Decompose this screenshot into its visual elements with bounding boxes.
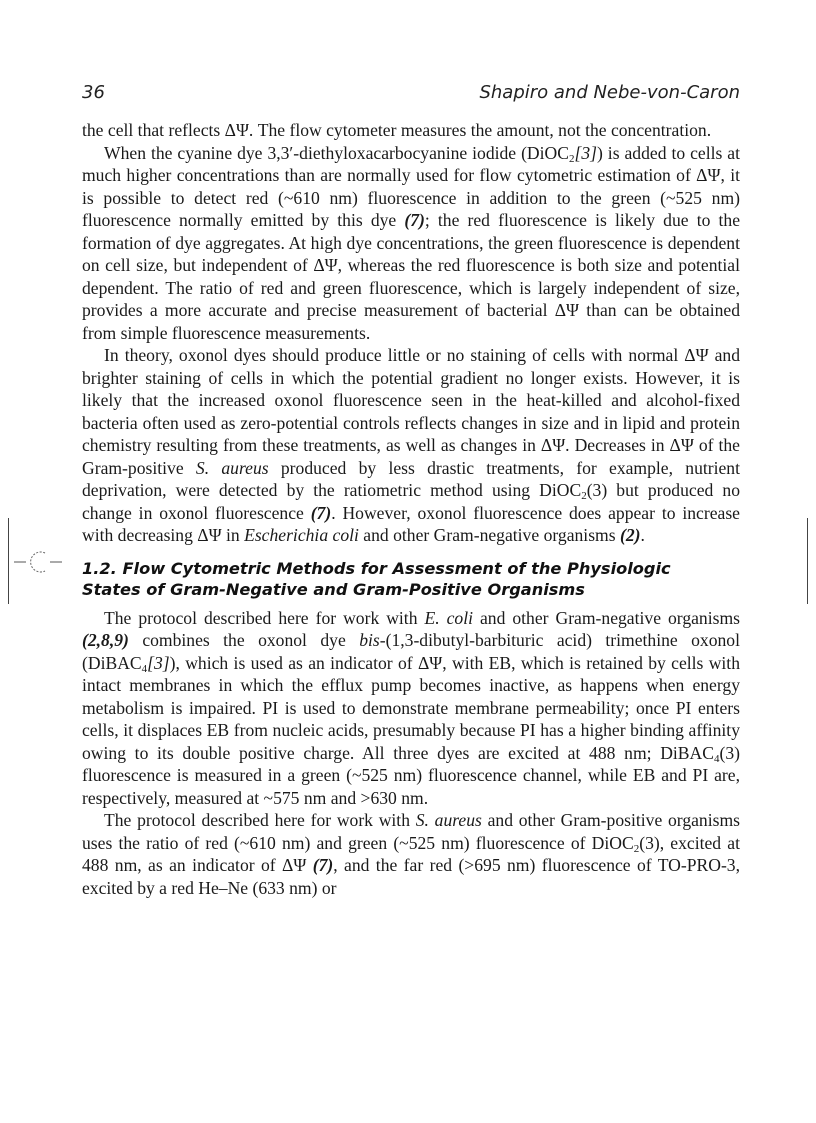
crop-mark-left <box>8 518 9 604</box>
registration-mark-icon <box>12 548 64 576</box>
running-head: Shapiro and Nebe-von-Caron <box>479 82 740 103</box>
paragraph-2: When the cyanine dye 3,3′-diethyloxacarbocyanine iodide (DiOC$_2$[3]) is added to cells at much higher concentrations than are normally used for flow cytometric estimation of ΔΨ, it is possible to detect red (~610 nm) fluorescence in addition to the green (~525 nm) fluorescence normally emitted by this dye (7); the red fluorescence is likely due to the formation of dye aggregates. At high dye concentrations, the green fluorescence is dependent on cell size, but independent of ΔΨ, whereas the red fluorescence is both size and potential dependent. The ratio of red and green fluorescence, which is largely independent of size, provides a more accurate and precise measurement of bacterial ΔΨ than can be obtained from simple fluorescence measurements. <box>82 142 741 343</box>
page-header <box>82 82 740 106</box>
citation: (7) <box>312 855 334 875</box>
citation: (7) <box>310 502 332 523</box>
paragraph-3: In theory, oxonol dyes should produce little or no staining of cells with normal ΔΨ and brighter staining of cells in which the potential gradient no longer exists. However, it is likely that the increased oxonol fluorescence seen in the heat-killed and alcohol-fixed bacteria often used as zero-potential controls reflects changes in size and in lipid and protein chemistry resulting from these treatments, as well as changes in ΔΨ. Decreases in ΔΨ of the Gram-positive S. aureus produced by less drastic treatments, for example, nutrient deprivation, were detected by the ratiometric method using DiOC$_2$(3) but produced no change in oxonol fluorescence (7). However, oxonol fluorescence does appear to increase with decreasing ΔΨ in Escherichia coli and other Gram-negative organisms (2). <box>82 345 740 545</box>
crop-mark-right <box>807 518 808 604</box>
paragraph-1: the cell that reflects ΔΨ. The flow cytometer measures the amount, not the concentration. <box>82 120 712 140</box>
citation: (7) <box>404 210 425 230</box>
paragraph-4: The protocol described here for work with E. coli and other Gram-negative organisms (2,8,9) combines the oxonol dye bis-(1,3-dibutyl-barbituric acid) trimethine oxonol (DiBAC$_4$[3]), which is used as an indicator of ΔΨ, with EB, which is retained by cells with intact membranes in which the efflux pump becomes inactive, as happens when energy metabolism is impaired. PI is used to demonstrate membrane permeability; once PI enters cells, it displaces EB from nucleic acids, presumably because PI has a higher binding affinity owing to its double positive charge. All three dyes are excited at 488 nm; DiBAC$_4$(3) fluorescence is measured in a green (~525 nm) fluorescence channel, while EB and PI are, respectively, measured at ~575 nm and >630 nm. <box>82 607 740 808</box>
section-heading: 1.2. Flow Cytometric Methods for Assessment of the Physiologic States of Gram-Negative and Gram-Positive Organisms <box>82 558 671 599</box>
body-text <box>82 119 740 899</box>
citation: (2) <box>619 525 641 545</box>
page-number: 36 <box>82 82 105 103</box>
paragraph-5: The protocol described here for work with S. aureus and other Gram-positive organisms uses the ratio of red (~610 nm) and green (~525 nm) fluorescence of DiOC$_2$(3), excited at 488 nm, as an indicator of ΔΨ (7), and the far red (>695 nm) fluorescence of TO-PRO-3, excited by a red He–Ne (633 nm) or <box>82 810 740 898</box>
citation: (2,8,9) <box>82 630 129 650</box>
